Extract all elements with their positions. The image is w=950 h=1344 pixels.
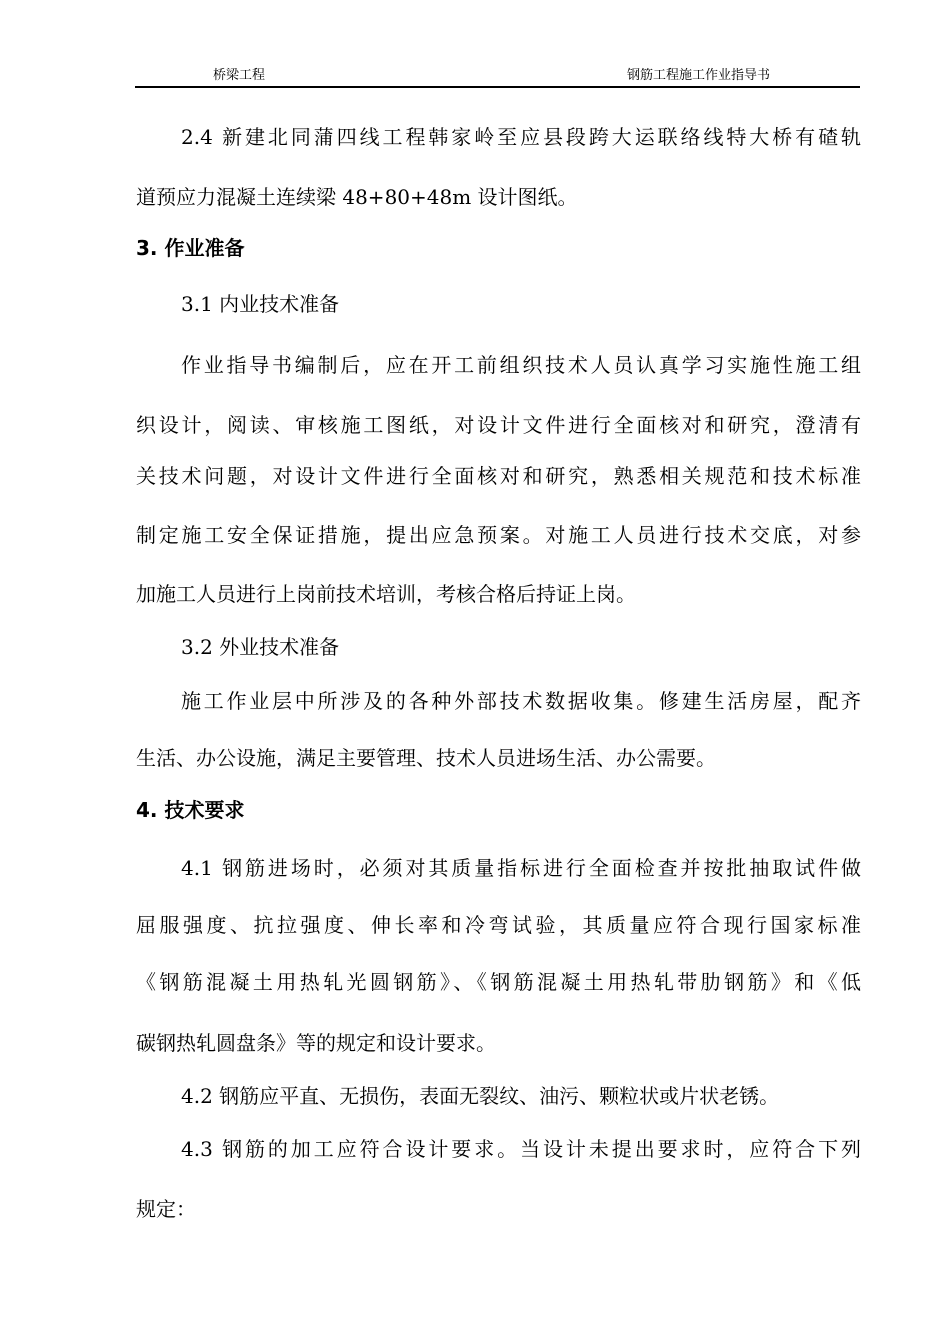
body-line: 《钢筋混凝土用热轧光圆钢筋》、《钢筋混凝土用热轧带肋钢筋》和《低 [136,970,861,994]
body-line: 作业指导书编制后，应在开工前组织技术人员认真学习实施性施工组 [181,353,861,377]
body-line: 制定施工安全保证措施，提出应急预案。对施工人员进行技术交底，对参 [136,523,861,547]
section-heading: 4. 技术要求 [136,798,245,822]
body-line: 加施工人员进行上岗前技术培训，考核合格后持证上岗。 [136,582,636,606]
body-line: 规定： [136,1197,196,1221]
subsection-heading: 3.2 外业技术准备 [181,635,340,659]
body-line: 4.3 钢筋的加工应符合设计要求。当设计未提出要求时，应符合下列 [181,1137,861,1161]
header-left-text: 桥梁工程 [213,68,266,83]
section-heading: 3. 作业准备 [136,236,245,260]
body-line: 织设计，阅读、审核施工图纸，对设计文件进行全面核对和研究，澄清有 [136,413,861,437]
body-line: 屈服强度、抗拉强度、伸长率和冷弯试验，其质量应符合现行国家标准 [136,913,861,937]
body-line: 4.2 钢筋应平直、无损伤，表面无裂纹、油污、颗粒状或片状老锈。 [181,1084,780,1108]
subsection-heading: 3.1 内业技术准备 [181,292,340,316]
body-line: 4.1 钢筋进场时，必须对其质量指标进行全面检查并按批抽取试件做 [181,856,861,880]
body-line: 2.4 新建北同蒲四线工程韩家岭至应县段跨大运联络线特大桥有碴轨 [181,125,861,149]
header-rule [135,86,860,88]
body-line: 施工作业层中所涉及的各种外部技术数据收集。修建生活房屋，配齐 [181,689,861,713]
body-line: 碳钢热轧圆盘条》等的规定和设计要求。 [136,1031,496,1055]
body-line: 生活、办公设施，满足主要管理、技术人员进场生活、办公需要。 [136,746,716,770]
body-line: 道预应力混凝土连续梁 48+80+48m 设计图纸。 [136,185,578,209]
body-line: 关技术问题，对设计文件进行全面核对和研究，熟悉相关规范和技术标准 [136,464,861,488]
header-right-text: 钢筋工程施工作业指导书 [627,68,771,83]
